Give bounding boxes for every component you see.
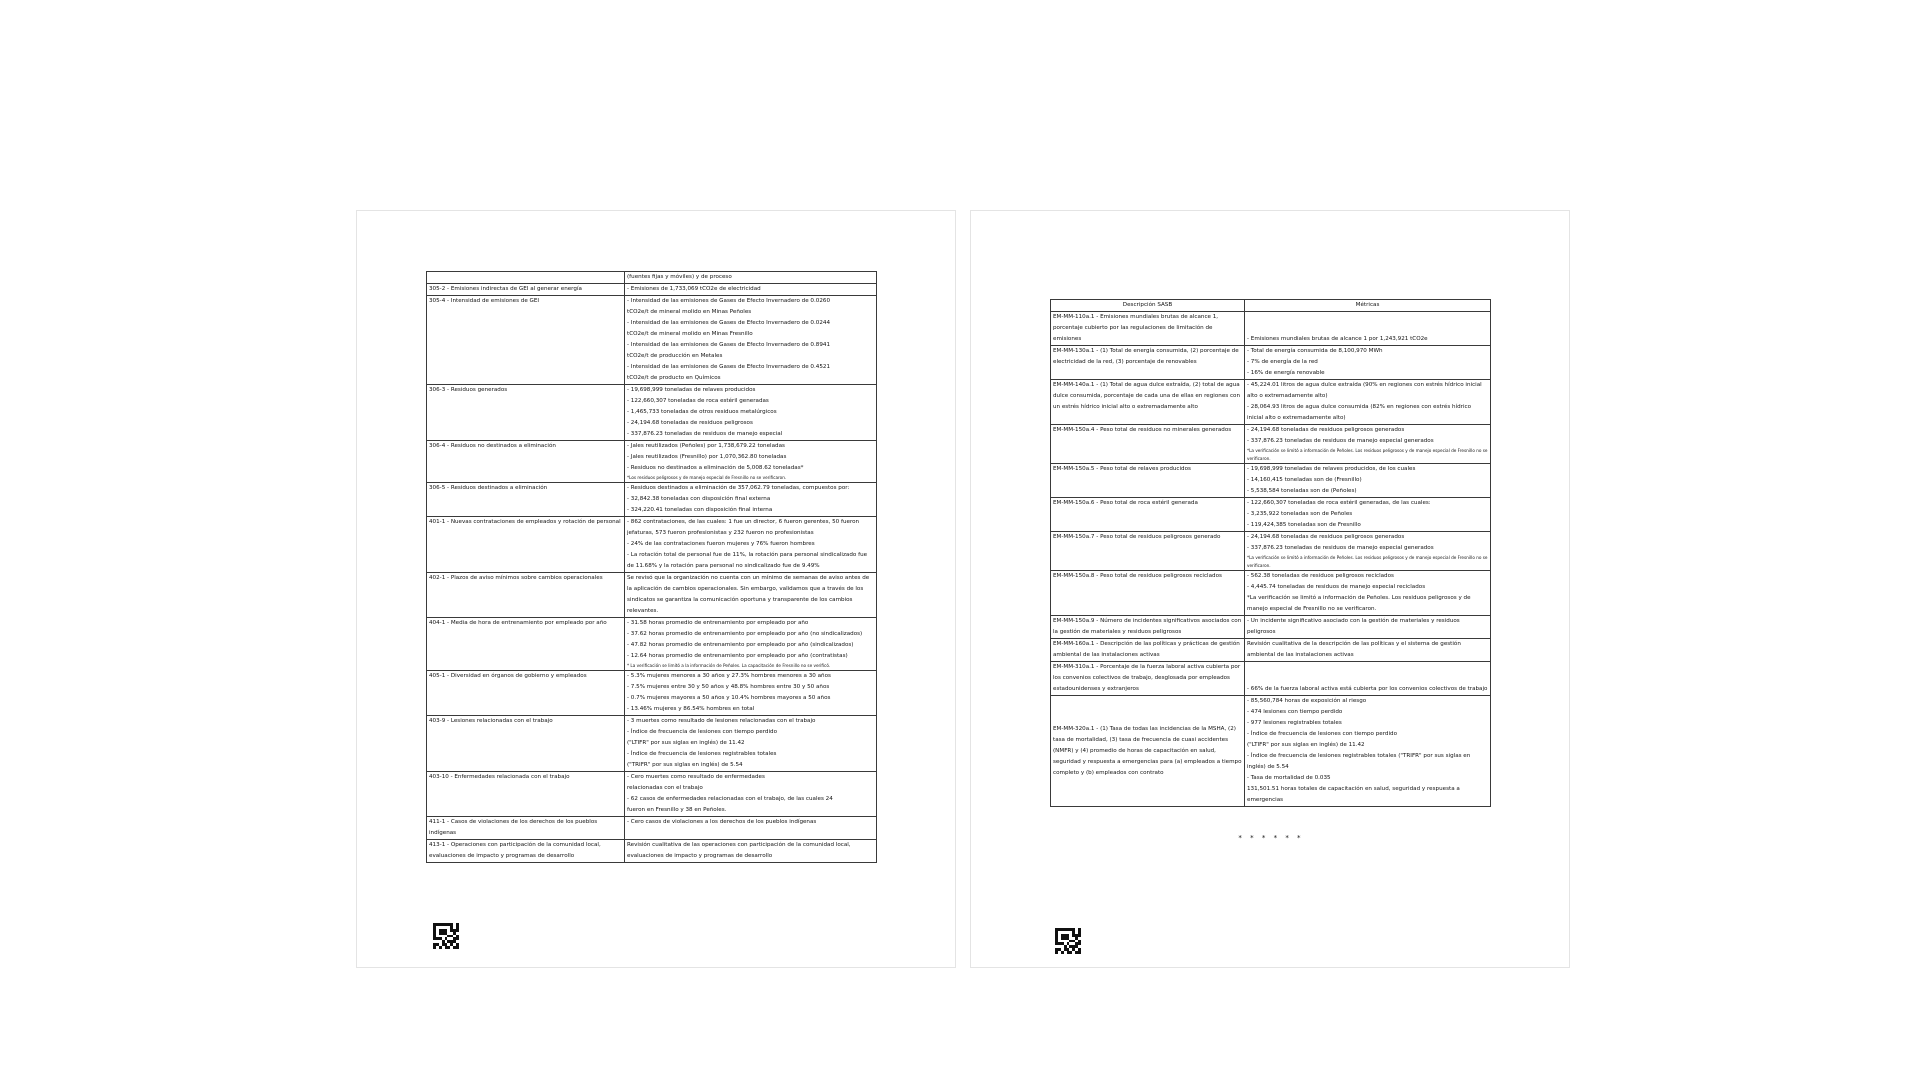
table-row (427, 618, 877, 671)
indicator-description: 411-1 - Casos de violaciones de los derechos de los pueblos indígenas (427, 817, 625, 840)
table-row (1051, 662, 1491, 696)
metric-line: - Índice de frecuencia de lesiones registrables totales ("TRIFR" por sus siglas en inglés) de 5.54 (1247, 753, 1471, 770)
metric-line: - 24,194.68 toneladas de residuos peligrosos generados (1247, 534, 1405, 540)
indicator-metrics (625, 483, 877, 517)
indicator-description: EM-MM-150a.6 - Peso total de roca estéril generada (1051, 498, 1245, 532)
table-row (1051, 532, 1491, 571)
table-row (427, 296, 877, 385)
indicator-description: EM-MM-150a.8 - Peso total de residuos peligrosos reciclados (1051, 571, 1245, 616)
indicator-description: 401-1 - Nuevas contrataciones de empleados y rotación de personal (427, 517, 625, 573)
indicator-metrics (1245, 662, 1491, 696)
table-row (427, 671, 877, 716)
indicator-description: EM-MM-160a.1 - Descripción de las políticas y prácticas de gestión ambiental de las instalaciones activas (1051, 639, 1245, 662)
metric-line: - 119,424,385 toneladas son de Fresnillo (1247, 522, 1361, 528)
metric-line: - 45,224.01 litros de agua dulce extraída (90% en regiones con estrés hídrico inicial alto o extremadamente alto) (1247, 382, 1482, 399)
indicator-description: EM-MM-150a.9 - Número de incidentes significativos asociados con la gestión de materiales y residuos peligrosos (1051, 616, 1245, 639)
indicator-description (427, 272, 625, 284)
indicator-metrics (625, 817, 877, 840)
metric-line: - Emisiones mundiales brutas de alcance 1 por 1,243,921 tCO2e (1247, 336, 1428, 342)
metric-line: - Jales reutilizados (Fresnillo) por 1,070,362.80 toneladas (627, 454, 787, 460)
metric-line: - Intensidad de las emisiones de Gases de Efecto Invernadero de 0.0260 (627, 298, 831, 304)
metric-line: - 19,698,999 toneladas de relaves producidos (627, 387, 756, 393)
metric-line: - 122,660,307 toneladas de roca estéril generadas (627, 398, 769, 404)
table-row (1051, 425, 1491, 464)
metric-line: - 24,194.68 toneladas de residuos peligrosos generados (1247, 427, 1405, 433)
indicator-metrics (625, 618, 877, 671)
metric-line: - 5,538,584 toneladas son de (Peñoles) (1247, 488, 1357, 494)
indicator-description: 306-3 - Residuos generados (427, 385, 625, 441)
table-row (1051, 380, 1491, 425)
metric-line: - Residuos no destinados a eliminación de 5,008.62 toneladas* (627, 465, 804, 471)
table-row (427, 385, 877, 441)
metric-line: - Intensidad de las emisiones de Gases de Efecto Invernadero de 0.0244 (627, 320, 831, 326)
indicator-description: EM-MM-110a.1 - Emisiones mundiales brutas de alcance 1, porcentaje cubierto por las regulaciones de limitación de emisiones (1051, 312, 1245, 346)
metric-line: relacionadas con el trabajo (627, 785, 703, 791)
indicator-metrics (1245, 425, 1491, 464)
metric-line: - Cero casos de violaciones a los derechos de los pueblos indígenas (627, 819, 817, 825)
indicator-metrics (625, 517, 877, 573)
indicator-metrics (625, 296, 877, 385)
metric-line: - 85,560,784 horas de exposición al riesgo (1247, 698, 1367, 704)
header-metrics: Métricas (1245, 300, 1491, 312)
indicator-metrics (1245, 616, 1491, 639)
metric-line: - 0.7% mujeres mayores a 50 años y 10.4% hombres mayores a 50 años (627, 695, 831, 701)
metric-line: - 337,876.23 toneladas de residuos de manejo especial generados (1247, 545, 1434, 551)
indicator-metrics (1245, 696, 1491, 807)
indicator-description: 306-5 - Residuos destinados a eliminación (427, 483, 625, 517)
metric-line: - 3 muertes como resultado de lesiones relacionadas con el trabajo (627, 718, 816, 724)
table-row (1051, 616, 1491, 639)
metric-line: - 4,445.74 toneladas de residuos de manejo especial reciclados (1247, 584, 1426, 590)
gri-indicators-table (426, 271, 877, 863)
document-page-right (970, 210, 1570, 968)
table-row (1051, 464, 1491, 498)
table-row (427, 441, 877, 483)
metric-line: - Un incidente significativo asociado con la gestión de materiales y residuos peligrosos (1247, 618, 1460, 635)
indicator-metrics (625, 716, 877, 772)
metric-line: - Cero muertes como resultado de enfermedades (627, 774, 765, 780)
indicator-description: 305-2 - Emisiones indirectas de GEI al generar energía (427, 284, 625, 296)
metric-line: 131,501.51 horas totales de capacitación en salud, seguridad y respuesta a emergencias (1247, 786, 1460, 803)
table-row (1051, 312, 1491, 346)
table-row (1051, 639, 1491, 662)
indicator-description: 403-10 - Enfermedades relacionada con el trabajo (427, 772, 625, 817)
table-row (427, 573, 877, 618)
metric-line: tCO2e/t de producto en Químicos (627, 375, 721, 381)
metric-line: - Índice de frecuencia de lesiones registrables totales (627, 751, 777, 757)
sasb-indicators-table (1050, 299, 1491, 807)
indicator-metrics (1245, 312, 1491, 346)
metric-line: - Residuos destinados a eliminación de 357,062.79 toneladas, compuestos por: (627, 485, 850, 491)
indicator-description: 305-4 - Intensidad de emisiones de GEI (427, 296, 625, 385)
indicator-description: 404-1 - Media de hora de entrenamiento por empleado por año (427, 618, 625, 671)
metric-line: (fuentes fijas y móviles) y de proceso (627, 274, 732, 280)
metric-line: - 862 contrataciones, de las cuales: 1 fue un director, 6 fueron gerentes, 50 fueron jefaturas, 573 fueron profesionistas y 232 fueron no profesionistas (627, 519, 860, 536)
metric-line: - 5.3% mujeres menores a 30 años y 27.3% hombres menores a 30 años (627, 673, 831, 679)
indicator-description: EM-MM-150a.7 - Peso total de residuos peligrosos generado (1051, 532, 1245, 571)
indicator-description: EM-MM-150a.5 - Peso total de relaves producidos (1051, 464, 1245, 498)
metric-line: - 24,194.68 toneladas de residuos peligrosos (627, 420, 753, 426)
indicator-metrics (625, 272, 877, 284)
metric-line: - 337,876.23 toneladas de residuos de manejo especial generados (1247, 438, 1434, 444)
table-row (1051, 498, 1491, 532)
metric-line: - 31.58 horas promedio de entrenamiento por empleado por año (627, 620, 809, 626)
metric-line: - 13.46% mujeres y 86.54% hombres en total (627, 706, 755, 712)
table-row (427, 483, 877, 517)
metric-line: - Jales reutilizados (Peñoles) por 1,738,679.22 toneladas (627, 443, 785, 449)
indicator-metrics (625, 840, 877, 863)
metric-line: - 16% de energía renovable (1247, 370, 1325, 376)
indicator-description: EM-MM-140a.1 - (1) Total de agua dulce extraída, (2) total de agua dulce consumida, porcentaje de cada una de ellas en regiones con un estrés hídrico inicial alto o extremadamente alto (1051, 380, 1245, 425)
metric-line: - 24% de las contrataciones fueron mujeres y 76% fueron hombres (627, 541, 815, 547)
metric-line: ("LTIFR" por sus siglas en inglés) de 11.42 (627, 740, 745, 746)
metric-line: - Emisiones de 1,733,069 tCO2e de electricidad (627, 286, 761, 292)
verification-note: *La verificación se limitó a información de Peñoles. Los residuos peligrosos y de manejo especial de Fresnillo no se verificaron. (1247, 555, 1488, 568)
table-row (427, 716, 877, 772)
metric-line: - Índice de frecuencia de lesiones con tiempo perdido (627, 729, 778, 735)
metric-line: - 122,660,307 toneladas de roca estéril generadas, de las cuales: (1247, 500, 1431, 506)
table-row (1051, 696, 1491, 807)
metric-line: Revisión cualitativa de la descripción de las políticas y el sistema de gestión ambiental de las instalaciones activas (1247, 641, 1461, 658)
metric-line: ("TRIFR" por sus siglas en inglés) de 5.54 (627, 762, 743, 768)
table-row (427, 517, 877, 573)
metric-line: - Total de energía consumida de 8,100,970 MWh (1247, 348, 1383, 354)
qr-code-icon (1055, 928, 1081, 954)
table-row (427, 772, 877, 817)
metric-line: - 3,235,922 toneladas son de Peñoles (1247, 511, 1353, 517)
table-row (427, 284, 877, 296)
metric-line: *La verificación se limitó a información de Peñoles. Los residuos peligrosos y de manejo especial de Fresnillo no se verificaron. (1247, 595, 1471, 612)
metric-line: - La rotación total de personal fue de 11%, la rotación para personal sindicalizado fue de 11.68% y la rotación para personal no sindicalizado fue de 9.49% (627, 552, 868, 569)
metric-line: - 324,220.41 toneladas con disposición final interna (627, 507, 773, 513)
indicator-metrics (1245, 464, 1491, 498)
metric-line: - 337,876.23 toneladas de residuos de manejo especial (627, 431, 783, 437)
indicator-metrics (625, 671, 877, 716)
indicator-description: 402-1 - Plazos de aviso mínimos sobre cambios operacionales (427, 573, 625, 618)
metric-line: tCO2e/t de mineral molido en Minas Peñoles (627, 309, 752, 315)
table-row (427, 272, 877, 284)
metric-line: - 977 lesiones registrables totales (1247, 720, 1342, 726)
metric-line: - 1,465,733 toneladas de otros residuos metalúrgicos (627, 409, 777, 415)
indicator-metrics (625, 385, 877, 441)
metric-line: Revisión cualitativa de las operaciones con participación de la comunidad local, evaluaciones de impacto y programas de desarrollo (627, 842, 851, 859)
metric-line: - Tasa de mortalidad de 0.035 (1247, 775, 1331, 781)
verification-note: *Los residuos peligrosos y de manejo especial de Fresnillo no se verificaron. (627, 475, 787, 480)
indicator-description: EM-MM-320a.1 - (1) Tasa de todas las incidencias de la MSHA, (2) tasa de mortalidad, (3) tasa de frecuencia de cuasi accidentes (NMFR) y (4) promedio de horas de capacitación en salud, seguridad y respuesta a emergencias para (a) empleados a tiempo completo y (b) empleados con contrato (1051, 696, 1245, 807)
metric-line: - 474 lesiones con tiempo perdido (1247, 709, 1343, 715)
indicator-metrics (1245, 532, 1491, 571)
table-row (1051, 571, 1491, 616)
metric-line: tCO2e/t de mineral molido en Minas Fresnillo (627, 331, 753, 337)
metric-line: - 37.62 horas promedio de entrenamiento por empleado por año (no sindicalizados) (627, 631, 863, 637)
metric-line: tCO2e/t de producción en Metales (627, 353, 723, 359)
indicator-description: 405-1 - Diversidad en órganos de gobierno y empleados (427, 671, 625, 716)
document-page-left (356, 210, 956, 968)
metric-line: - 28,064.93 litros de agua dulce consumida (82% en regiones con estrés hídrico inicial alto o extremadamente alto) (1247, 404, 1472, 421)
indicator-description: 413-1 - Operaciones con participación de la comunidad local, evaluaciones de impacto y programas de desarrollo (427, 840, 625, 863)
header-sasb-description: Descripción SASB (1051, 300, 1245, 312)
metric-line: Se revisó que la organización no cuenta con un mínimo de semanas de aviso antes de la aplicación de cambios operacionales. Sin embargo, validamos que a través de los sindicatos se garantiza la comunicación oportuna y transparente de los cambios relevantes. (627, 575, 870, 614)
indicator-metrics (625, 772, 877, 817)
metric-line: - Índice de frecuencia de lesiones con tiempo perdido (1247, 731, 1398, 737)
indicator-metrics (1245, 498, 1491, 532)
metric-line: - 7% de energía de la red (1247, 359, 1318, 365)
metric-line: ("LTIFR" por sus siglas en inglés) de 11.42 (1247, 742, 1365, 748)
indicator-metrics (625, 284, 877, 296)
metric-line: - Intensidad de las emisiones de Gases de Efecto Invernadero de 0.8941 (627, 342, 831, 348)
indicator-metrics (1245, 346, 1491, 380)
metric-line: - 62 casos de enfermedades relacionadas con el trabajo, de las cuales 24 (627, 796, 833, 802)
indicator-metrics (1245, 639, 1491, 662)
verification-note: *La verificación se limitó a información de Peñoles. Los residuos peligrosos y de manejo especial de Fresnillo no se verificaron. (1247, 448, 1488, 461)
metric-line: - 47.82 horas promedio de entrenamiento por empleado por año (sindicalizados) (627, 642, 854, 648)
table-row (1051, 346, 1491, 380)
indicator-metrics (1245, 380, 1491, 425)
metric-line: - 14,160,415 toneladas son de (Fresnillo) (1247, 477, 1362, 483)
metric-line: - 7.5% mujeres entre 30 y 50 años y 48.8% hombres entre 30 y 50 años (627, 684, 830, 690)
indicator-metrics (1245, 571, 1491, 616)
indicator-description: 306-4 - Residuos no destinados a eliminación (427, 441, 625, 483)
metric-line: - 66% de la fuerza laboral activa está cubierta por los convenios colectivos de trabajo (1247, 686, 1488, 692)
indicator-description: EM-MM-310a.1 - Porcentaje de la fuerza laboral activa cubierta por los convenios colectivos de trabajo, desglosada por empleados estadounidenses y extranjeros (1051, 662, 1245, 696)
end-of-document-marks: * * * * * * (1238, 834, 1304, 842)
table-header-row (1051, 300, 1491, 312)
indicator-metrics (625, 441, 877, 483)
table-row (427, 817, 877, 840)
qr-code-icon (433, 923, 459, 949)
metric-line: - 12.64 horas promedio de entrenamiento por empleado por año (contratistas) (627, 653, 848, 659)
metric-line: - Intensidad de las emisiones de Gases de Efecto Invernadero de 0.4521 (627, 364, 831, 370)
metric-line: - 562.38 toneladas de residuos peligrosos reciclados (1247, 573, 1394, 579)
metric-line: fueron en Fresnillo y 38 en Peñoles. (627, 807, 727, 813)
indicator-metrics (625, 573, 877, 618)
table-row (427, 840, 877, 863)
metric-line: - 19,698,999 toneladas de relaves producidos, de los cuales (1247, 466, 1416, 472)
metric-line: - 32,842.38 toneladas con disposición final externa (627, 496, 771, 502)
indicator-description: 403-9 - Lesiones relacionadas con el trabajo (427, 716, 625, 772)
indicator-description: EM-MM-130a.1 - (1) Total de energía consumida, (2) porcentaje de electricidad de la red, (3) porcentaje de renovables (1051, 346, 1245, 380)
indicator-description: EM-MM-150a.4 - Peso total de residuos no minerales generados (1051, 425, 1245, 464)
verification-note: * La verificación se limitó a la información de Peñoles. La capacitación de Fresnillo no se verificó. (627, 663, 831, 668)
